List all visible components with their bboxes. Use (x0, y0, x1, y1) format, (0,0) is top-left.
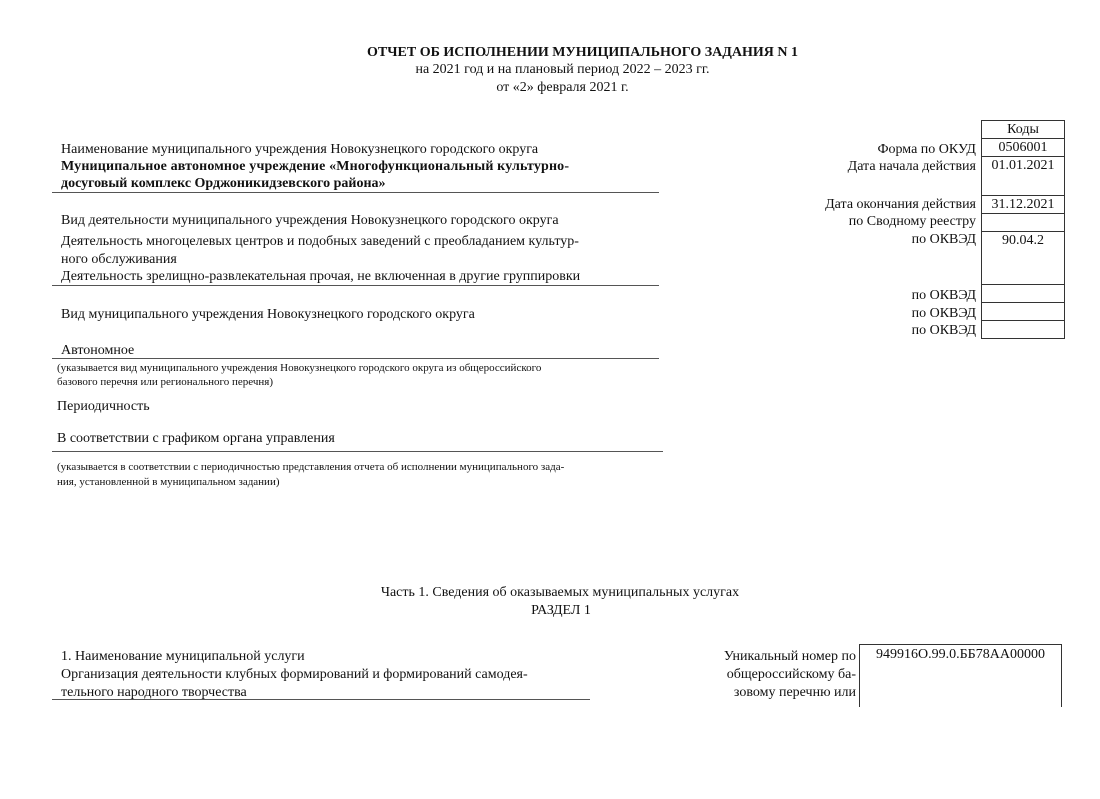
document-period: на 2021 год и на плановый период 2022 – 2023 гг. (415, 62, 710, 77)
codes-value-okved-4 (981, 320, 1065, 339)
activity2: Деятельность зрелищно-развлекательная прочая, не включенная в другие группировки (61, 269, 581, 284)
codes-value-okved-2 (981, 284, 1065, 303)
codes-label-okved-2: по ОКВЭД (911, 288, 976, 303)
institution-name-line2: досуговый комплекс Орджоникидзевского района» (61, 176, 386, 191)
type-value: Автономное (61, 343, 135, 358)
codes-label-end: Дата окончания действия (825, 197, 976, 212)
activity1-line2: ного обслуживания (61, 252, 177, 267)
activity-label: Вид деятельности муниципального учреждения Новокузнецкого городского округа (61, 213, 559, 228)
activity-underline (52, 285, 659, 286)
unique-number-box (859, 644, 1062, 707)
type-underline (52, 358, 659, 359)
type-label: Вид муниципального учреждения Новокузнецкого городского округа (61, 307, 475, 322)
periodicity-value: В соответствии с графиком органа управления (57, 431, 335, 446)
service-label: 1. Наименование муниципальной услуги (61, 649, 305, 664)
codes-label-okved-1: по ОКВЭД (911, 232, 976, 247)
periodicity-label: Периодичность (57, 399, 150, 414)
codes-value-start: 01.01.2021 (981, 156, 1065, 196)
unique-label-line1: Уникальный номер по (723, 649, 856, 664)
periodicity-note-line2: ния, установленной в муниципальном задании) (57, 476, 280, 488)
codes-header: Коды (981, 120, 1065, 139)
section-title: РАЗДЕЛ 1 (531, 603, 591, 618)
codes-value-okved-3 (981, 302, 1065, 321)
document-title: ОТЧЕТ ОБ ИСПОЛНЕНИИ МУНИЦИПАЛЬНОГО ЗАДАНИЯ N 1 (367, 45, 798, 60)
document-date: от «2» февраля 2021 г. (496, 80, 629, 95)
codes-value-registry (981, 213, 1065, 232)
part-title: Часть 1. Сведения об оказываемых муниципальных услугах (380, 585, 740, 600)
codes-label-okud: Форма по ОКУД (877, 142, 976, 157)
unique-label-line3: зовому перечню или (733, 685, 856, 700)
codes-value-okud: 0506001 (981, 138, 1065, 157)
service-underline (52, 699, 590, 700)
type-note-line1: (указывается вид муниципального учреждения Новокузнецкого городского округа из общероссийского (57, 362, 542, 374)
service-name-line2: тельного народного творчества (61, 685, 247, 700)
unique-label-line2: общероссийскому ба- (726, 667, 856, 682)
periodicity-underline (52, 451, 663, 452)
periodicity-note-line1: (указывается в соответствии с периодичностью представления отчета об исполнении муниципального зада- (57, 461, 565, 473)
codes-value-end: 31.12.2021 (981, 195, 1065, 214)
service-name-line1: Организация деятельности клубных формирований и формирований самодея- (61, 667, 528, 682)
unique-number-value: 949916О.99.0.ББ78АА00000 (876, 647, 1045, 662)
codes-label-okved-4: по ОКВЭД (911, 323, 976, 338)
institution-underline (52, 192, 659, 193)
codes-label-start: Дата начала действия (847, 159, 976, 174)
activity1-line1: Деятельность многоцелевых центров и подобных заведений с преобладанием культур- (61, 234, 579, 249)
institution-label: Наименование муниципального учреждения Новокузнецкого городского округа (61, 142, 539, 157)
codes-value-okved-1: 90.04.2 (981, 231, 1065, 285)
codes-label-okved-3: по ОКВЭД (911, 306, 976, 321)
type-note-line2: базового перечня или регионального перечня) (57, 376, 274, 388)
codes-label-registry: по Сводному реестру (848, 214, 976, 229)
institution-name-line1: Муниципальное автономное учреждение «Многофункциональный культурно- (61, 159, 570, 174)
